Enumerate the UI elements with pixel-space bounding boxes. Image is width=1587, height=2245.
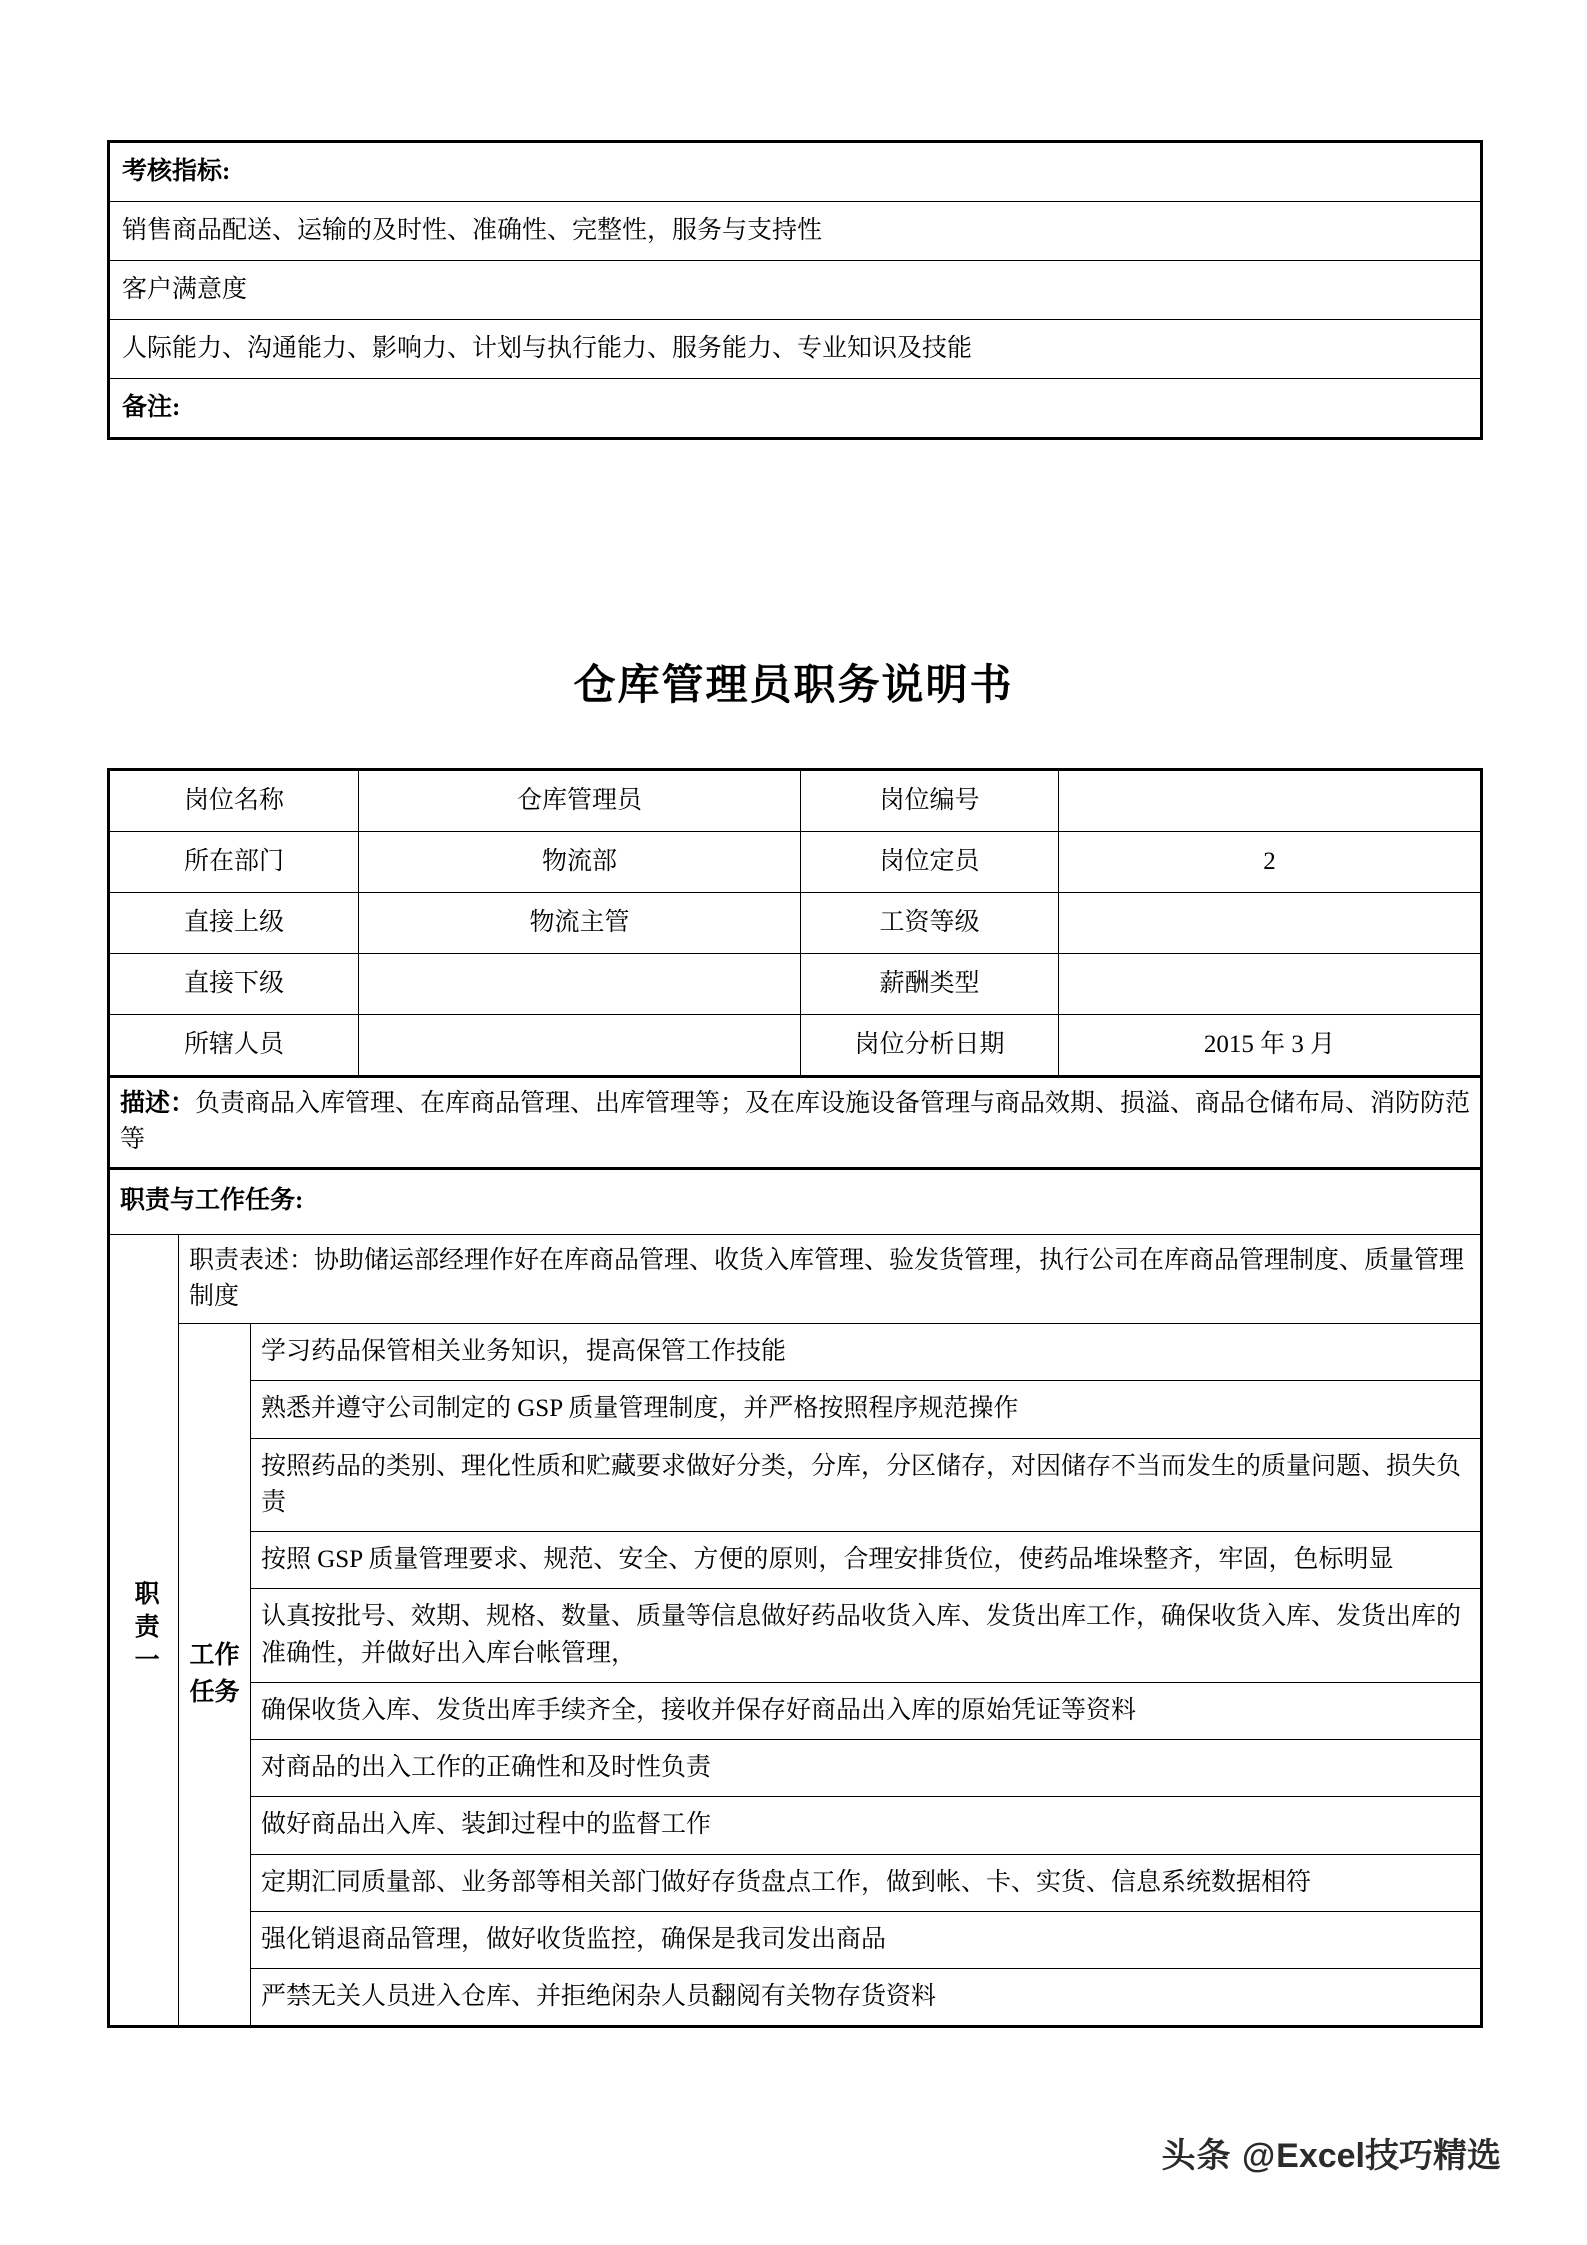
table-row [109, 1854, 1482, 1911]
info-label-4: 所辖人员 [109, 1015, 359, 1077]
info-value2-0 [1059, 770, 1482, 832]
info-label2-0: 岗位编号 [801, 770, 1059, 832]
table-row [109, 1324, 1482, 1381]
table-row [109, 1077, 1482, 1169]
kpi-table [107, 140, 1483, 440]
task-item: 强化销退商品管理，做好收货监控，确保是我司发出商品 [251, 1911, 1482, 1968]
duty-statement-label: 职责表述： [189, 1246, 315, 1274]
table-row [109, 1682, 1482, 1739]
page-title: 仓库管理员职务说明书 [573, 661, 1014, 708]
kpi-row-2: 人际能力、沟通能力、影响力、计划与执行能力、服务能力、专业知识及技能 [109, 320, 1482, 379]
info-value-1: 物流部 [359, 832, 801, 893]
task-label: 工作任务 [179, 1324, 251, 2027]
info-value-2: 物流主管 [359, 893, 801, 954]
job-description-table-container [107, 768, 1480, 2028]
watermark-text: Excel技巧精选 [1276, 2137, 1501, 2175]
info-label-3: 直接下级 [109, 954, 359, 1015]
info-label2-2: 工资等级 [801, 893, 1059, 954]
task-item: 做好商品出入库、装卸过程中的监督工作 [251, 1797, 1482, 1854]
task-item: 对商品的出入工作的正确性和及时性负责 [251, 1740, 1482, 1797]
info-value2-3 [1059, 954, 1482, 1015]
table-row [109, 1438, 1482, 1532]
info-label2-1: 岗位定员 [801, 832, 1059, 893]
table-row [109, 893, 1482, 954]
table-row [109, 832, 1482, 893]
info-value-4 [359, 1015, 801, 1077]
info-value2-4: 2015 年 3 月 [1059, 1015, 1482, 1077]
info-label-2: 直接上级 [109, 893, 359, 954]
task-item: 学习药品保管相关业务知识，提高保管工作技能 [251, 1324, 1482, 1381]
table-row [109, 1969, 1482, 2027]
info-value-0: 仓库管理员 [359, 770, 801, 832]
kpi-table-container [107, 140, 1480, 440]
task-item: 按照 GSP 质量管理要求、规范、安全、方便的原则，合理安排货位，使药品堆垛整齐，牢固，色标明显 [251, 1532, 1482, 1589]
table-row [109, 1797, 1482, 1854]
info-label2-3: 薪酬类型 [801, 954, 1059, 1015]
duty-statement-cell [179, 1234, 1482, 1324]
description-label: 描述： [120, 1090, 196, 1117]
info-label-0: 岗位名称 [109, 770, 359, 832]
table-row [109, 379, 1482, 439]
job-description-table [107, 768, 1483, 2028]
table-row [109, 1589, 1482, 1683]
kpi-header-label: 考核指标: [109, 142, 1482, 202]
table-row [109, 202, 1482, 261]
task-item: 按照药品的类别、理化性质和贮藏要求做好分类，分库，分区储存，对因储存不当而发生的质量问题、损失负责 [251, 1438, 1482, 1532]
kpi-row-1: 客户满意度 [109, 261, 1482, 320]
footer-watermark [1162, 2128, 1501, 2177]
table-row [109, 261, 1482, 320]
table-row [109, 1381, 1482, 1438]
duty-label-text: 职责一 [131, 1580, 159, 1680]
task-item: 严禁无关人员进入仓库、并拒绝闲杂人员翻阅有关物存货资料 [251, 1969, 1482, 2027]
info-label2-4: 岗位分析日期 [801, 1015, 1059, 1077]
table-row [109, 1015, 1482, 1077]
description-cell [109, 1077, 1482, 1169]
table-row [109, 142, 1482, 202]
table-row [109, 954, 1482, 1015]
duty-label [109, 1234, 179, 2027]
table-row [109, 1740, 1482, 1797]
info-value2-1: 2 [1059, 832, 1482, 893]
kpi-footer-label: 备注: [109, 379, 1482, 439]
table-row [109, 770, 1482, 832]
task-item: 熟悉并遵守公司制定的 GSP 质量管理制度，并严格按照程序规范操作 [251, 1381, 1482, 1438]
duty-statement-text: 协助储运部经理作好在库商品管理、收货入库管理、验发货管理，执行公司在库商品管理制度、质量管理制度 [189, 1246, 1465, 1310]
watermark-prefix: 头条 @ [1161, 2137, 1277, 2175]
table-row [109, 1234, 1482, 1324]
duties-section-heading: 职责与工作任务: [109, 1168, 1482, 1234]
table-row [109, 1532, 1482, 1589]
table-row [109, 320, 1482, 379]
task-item: 确保收货入库、发货出库手续齐全，接收并保存好商品出入库的原始凭证等资料 [251, 1682, 1482, 1739]
kpi-row-0: 销售商品配送、运输的及时性、准确性、完整性，服务与支持性 [109, 202, 1482, 261]
table-row [109, 1911, 1482, 1968]
task-item: 定期汇同质量部、业务部等相关部门做好存货盘点工作，做到帐、卡、实货、信息系统数据相符 [251, 1854, 1482, 1911]
info-value-3 [359, 954, 801, 1015]
info-label-1: 所在部门 [109, 832, 359, 893]
description-text: 负责商品入库管理、在库商品管理、出库管理等；及在库设施设备管理与商品效期、损溢、商品仓储布局、消防防范等 [120, 1090, 1471, 1154]
task-item: 认真按批号、效期、规格、数量、质量等信息做好药品收货入库、发货出库工作，确保收货入库、发货出库的准确性，并做好出入库台帐管理， [251, 1589, 1482, 1683]
info-value2-2 [1059, 893, 1482, 954]
table-row [109, 1168, 1482, 1234]
